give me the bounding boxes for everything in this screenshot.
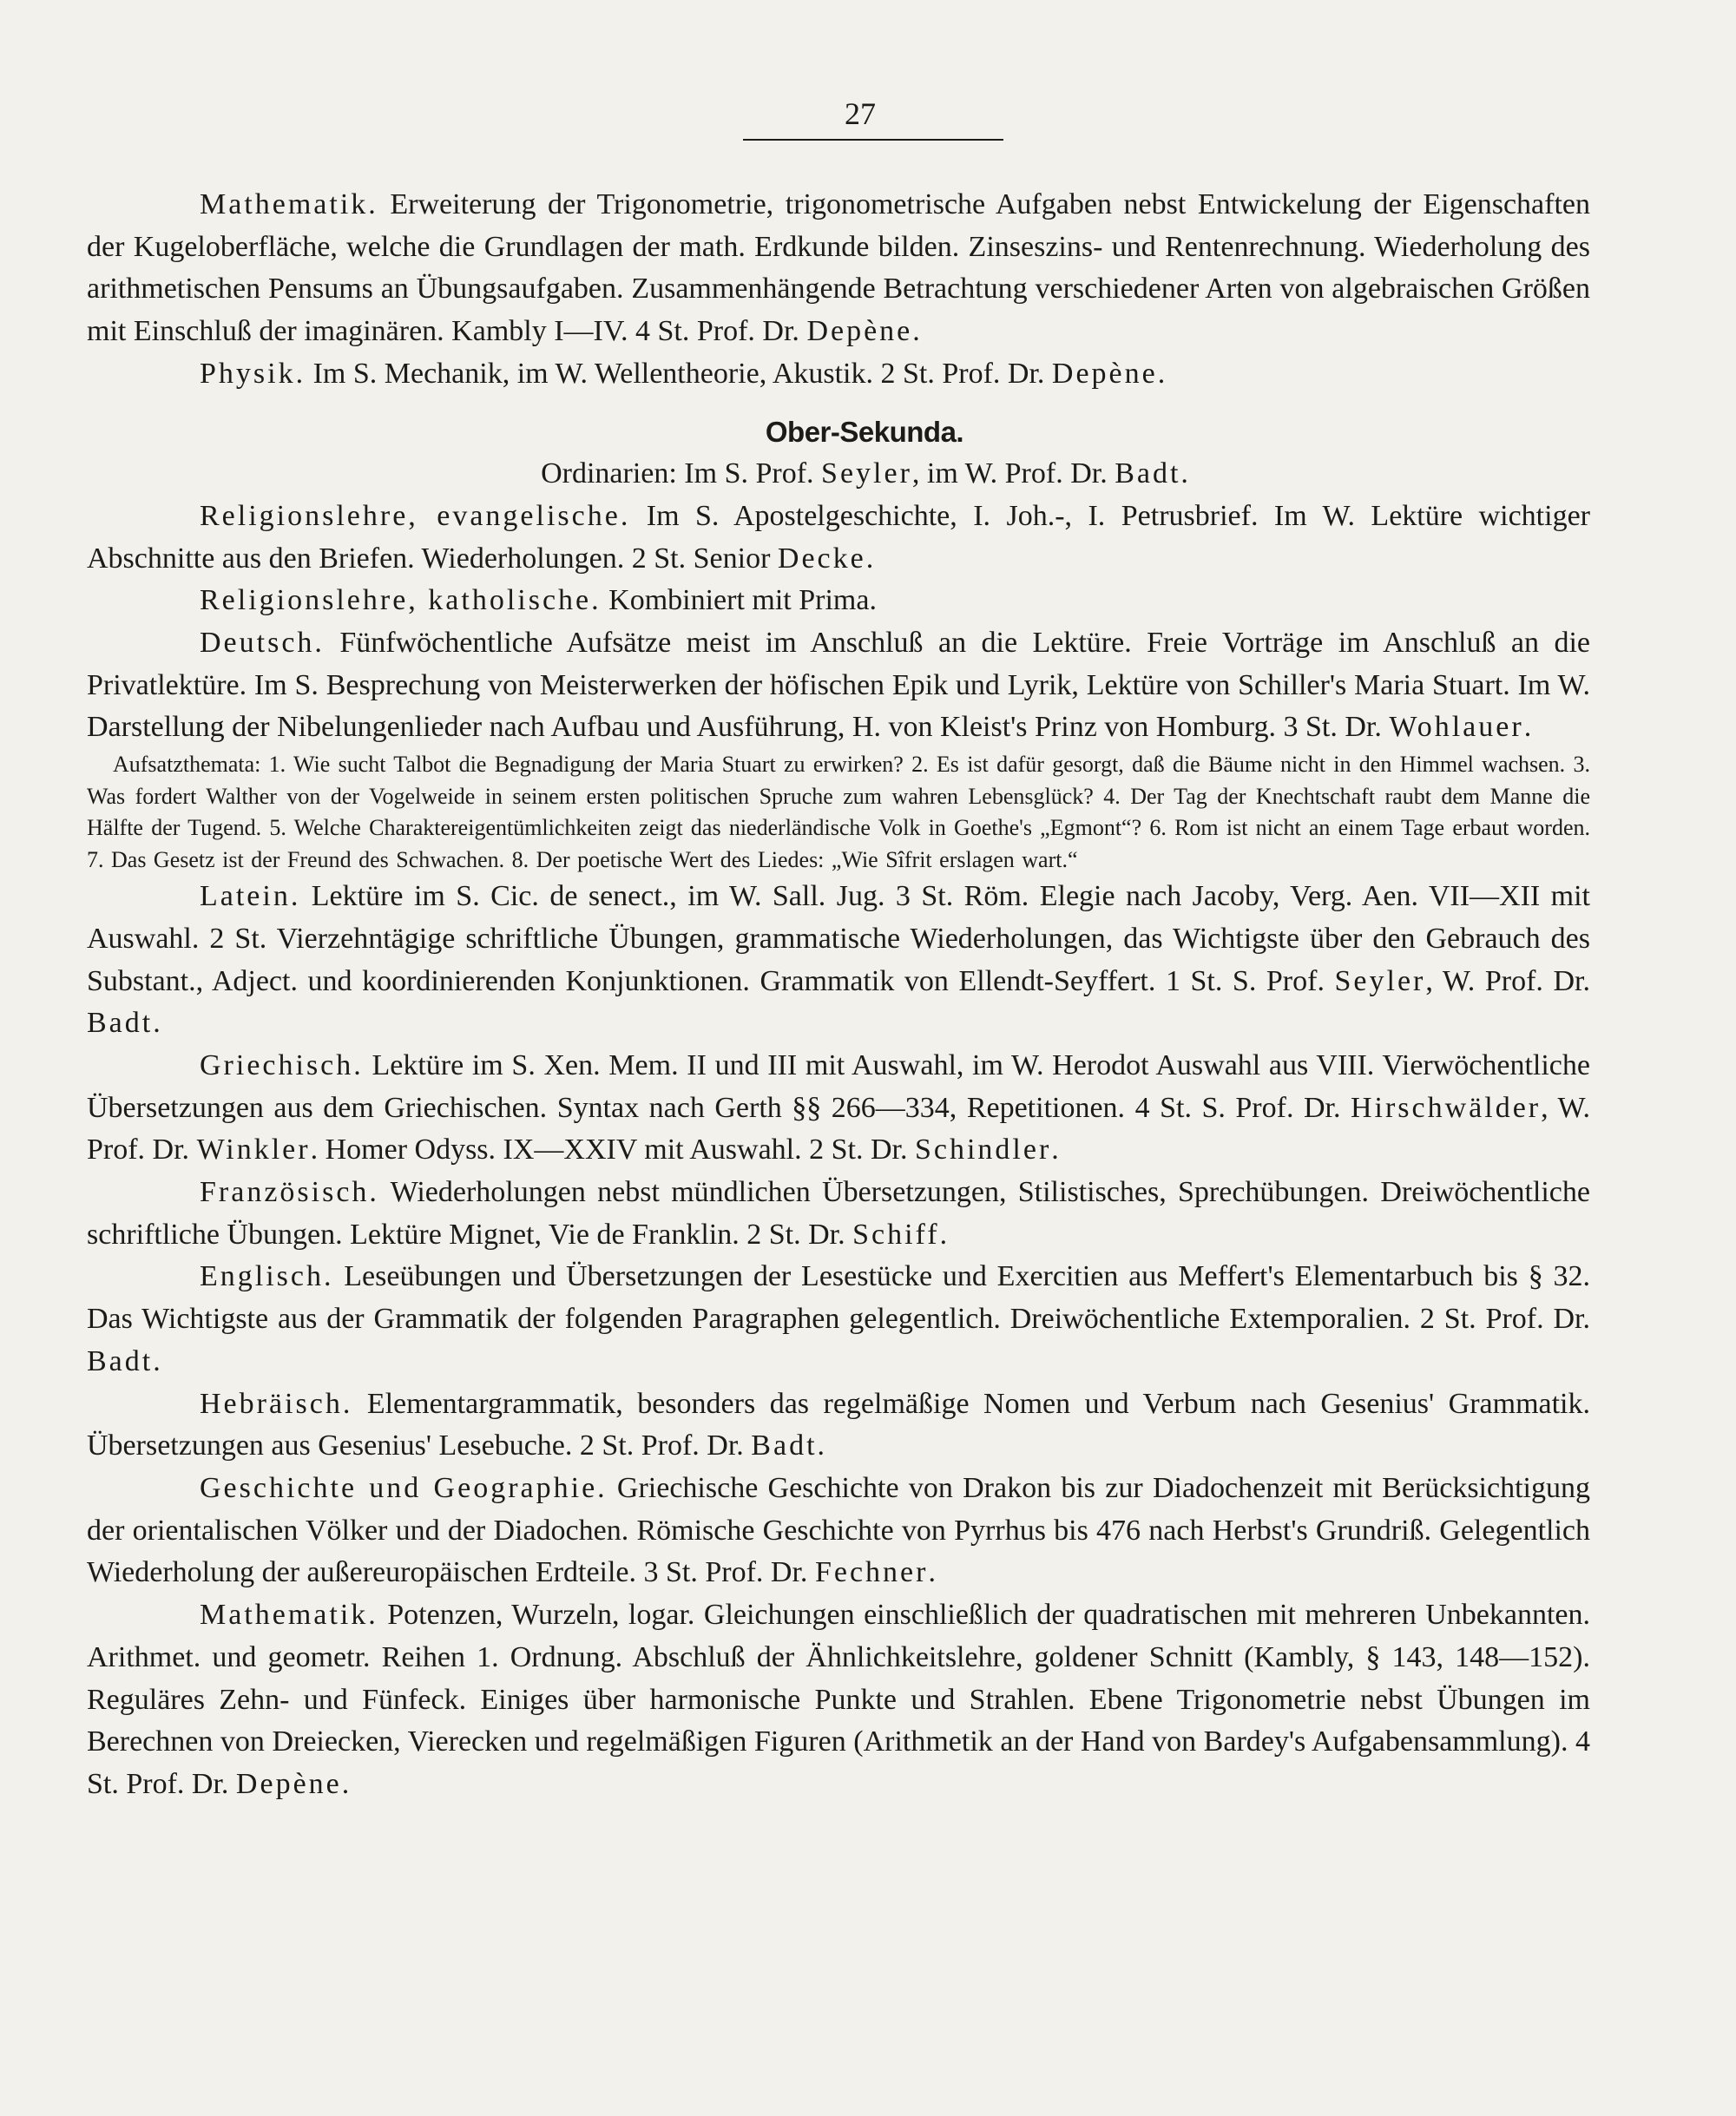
teacher-name: Hirschwälder [1350,1091,1542,1124]
teacher-name: Badt [1115,457,1181,490]
teacher-name: Seyler [1334,964,1426,997]
paragraph-mathematik-upper: Mathematik. Erweiterung der Trigonometrie, trigonometrische Aufgaben nebst Entwickelung der Eigenschaften der Kugeloberfläche, welche die Grundlagen der math. Erdkunde bilden. Zinseszins- und Rentenrechnung. Wiederholung des arithmetischen Pensums an Übungsaufgaben. Zusammenhängende Betrachtung verschiedener Arten von algebraischen Größen mit Einschluß der imaginären. Kambly I—IV. 4 St. Prof. Dr. Depène. [87,188,1590,348]
teacher-name: Badt [751,1429,818,1462]
teacher-name: Depène [806,315,913,348]
teacher-name: Badt [87,1344,154,1377]
subject-label: Latein. [200,880,301,913]
page-number: 27 [845,96,876,131]
header-rule [743,139,1003,141]
paragraph-franzoesisch: Französisch. Wiederholungen nebst mündlichen Übersetzungen, Stilistisches, Sprechübungen. Dreiwöchentliche schriftliche Übungen. Lektüre Mignet, Vie de Franklin. 2 St. Dr. Schiff. [87,1176,1590,1251]
ordinarien-line: Ordinarien: Im S. Prof. Seyler, im W. Prof. Dr. Badt. [541,457,1188,490]
paragraph-latein: Latein. Lektüre im S. Cic. de senect., im W. Sall. Jug. 3 St. Röm. Elegie nach Jacoby, Verg. Aen. VII—XII mit Auswahl. 2 St. Vierzehntägige schriftliche Übungen, grammatische Wiederholungen, das Wichtigste über den Gebrauch des Substant., Adject. und koordinierenden Konjunktionen. Grammatik von Ellendt-Seyffert. 1 St. S. Prof. Seyler, W. Prof. Dr. Badt. [87,880,1590,1040]
subject-label: Physik. [200,357,306,390]
paragraph-geschichte: Geschichte und Geographie. Griechische Geschichte von Drakon bis zur Diadochenzeit mit Berücksichtigung der orientalischen Völker und der Diadochen. Römische Geschichte von Pyrrhus bis 476 nach Herbst's Grundriß. Gelegentlich Wiederholung der außereuropäischen Erdteile. 3 St. Prof. Dr. Fechner. [87,1471,1590,1589]
section-title: Ober-Sekunda. [765,415,964,448]
paragraph-griechisch: Griechisch. Lektüre im S. Xen. Mem. II und III mit Auswahl, im W. Herodot Auswahl aus VIII. Vierwöchentliche Übersetzungen aus dem Griechischen. Syntax nach Gerth §§ 266—334, Repetitionen. 4 St. S. Prof. Dr. Hirschwälder, W. Prof. Dr. Winkler. Homer Odyss. IX—XXIV mit Auswahl. 2 St. Dr. Schindler. [87,1048,1590,1166]
teacher-name: Schiff [852,1218,940,1251]
subject-label: Mathematik. [200,188,378,220]
teacher-name: Winkler [196,1134,311,1166]
teacher-name: Depène [1051,357,1158,390]
paragraph-physik: Physik. Im S. Mechanik, im W. Wellentheorie, Akustik. 2 St. Prof. Dr. Depène. [200,357,1166,390]
subject-label: Religionslehre, evangelische. [200,499,631,532]
teacher-name: Schindler [914,1134,1052,1166]
subject-label: Französisch. [200,1176,379,1209]
teacher-name: Badt [87,1007,154,1040]
teacher-name: Depène [235,1767,342,1800]
subject-label: Griechisch. [200,1048,364,1081]
paragraph-englisch: Englisch. Leseübungen und Übersetzungen der Lesestücke und Exercitien aus Meffert's Elementarbuch bis § 32. Das Wichtigste aus der Grammatik der folgenden Paragraphen gelegentlich. Dreiwöchentliche Extemporalien. 2 St. Prof. Dr. Badt. [87,1260,1590,1377]
paragraph-religion-evangelisch: Religionslehre, evangelische. Im S. Apostelgeschichte, I. Joh.-, I. Petrusbrief. Im W. Lektüre wichtiger Abschnitte aus den Briefen. Wiederholungen. 2 St. Senior Decke. [87,499,1590,575]
teacher-name: Wohlauer [1389,711,1524,744]
aufsatz-label: Aufsatzthemata: [113,752,261,778]
subject-label: Religionslehre, katholische. [200,584,602,617]
paragraph-aufsatzthemata: Aufsatzthemata: 1. Wie sucht Talbot die Begnadigung der Maria Stuart zu erwirken? 2. Es ist dafür gesorgt, daß die Bäume nicht in den Himmel wachsen. 3. Was fordert Walther von der Vogelweide in seinem ersten politischen Spruche zum wahren Lebensglück? 4. Der Tag der Knechtschaft raubt dem Manne die Hälfte der Tugend. 5. Welche Charaktereigentümlichkeiten zeigt das niederländische Volk in Goethe's „Egmont“? 6. Rom ist nicht an einem Tage erbaut worden. 7. Das Gesetz ist der Freund des Schwachen. 8. Der poetische Wert des Liedes: „Wie Sîfrit erslagen wart.“ [87,752,1590,872]
subject-label: Geschichte und Geographie. [200,1471,608,1504]
subject-label: Hebräisch. [200,1387,353,1420]
paragraph-hebraeisch: Hebräisch. Elementargrammatik, besonders das regelmäßige Nomen und Verbum nach Gesenius' Grammatik. Übersetzungen aus Gesenius' Lesebuche. 2 St. Prof. Dr. Badt. [87,1387,1590,1462]
subject-label: Mathematik. [200,1599,378,1632]
subject-label: Englisch. [200,1260,334,1293]
paragraph-mathematik: Mathematik. Potenzen, Wurzeln, logar. Gleichungen einschließlich der quadratischen mit mehreren Unbekannten. Arithmet. und geometr. Reihen 1. Ordnung. Abschluß der Ähnlichkeitslehre, goldener Schnitt (Kambly, § 143, 148—152). Reguläres Zehn- und Fünfeck. Einiges über harmonische Punkte und Strahlen. Ebene Trigonometrie nebst Übungen im Berechnen von Dreiecken, Vierecken und regelmäßigen Figuren (Arithmetik an der Hand von Bardey's Aufgabensammlung). 4 St. Prof. Dr. Depène. [87,1599,1590,1800]
paragraph-deutsch: Deutsch. Fünfwöchentliche Aufsätze meist im Anschluß an die Lektüre. Freie Vorträge im Anschluß an die Privatlektüre. Im S. Besprechung von Meisterwerken der höfischen Epik und Lyrik, Lektüre von Schiller's Maria Stuart. Im W. Darstellung der Nibelungenlieder nach Aufbau und Ausführung, H. von Kleist's Prinz von Homburg. 3 St. Dr. Wohlauer. [87,627,1590,744]
subject-label: Deutsch. [200,627,325,660]
teacher-name: Fechner [814,1556,929,1589]
teacher-name: Seyler [821,457,912,490]
paragraph-religion-katholisch: Religionslehre, katholische. Kombiniert mit Prima. [200,584,877,617]
teacher-name: Decke [777,542,866,575]
